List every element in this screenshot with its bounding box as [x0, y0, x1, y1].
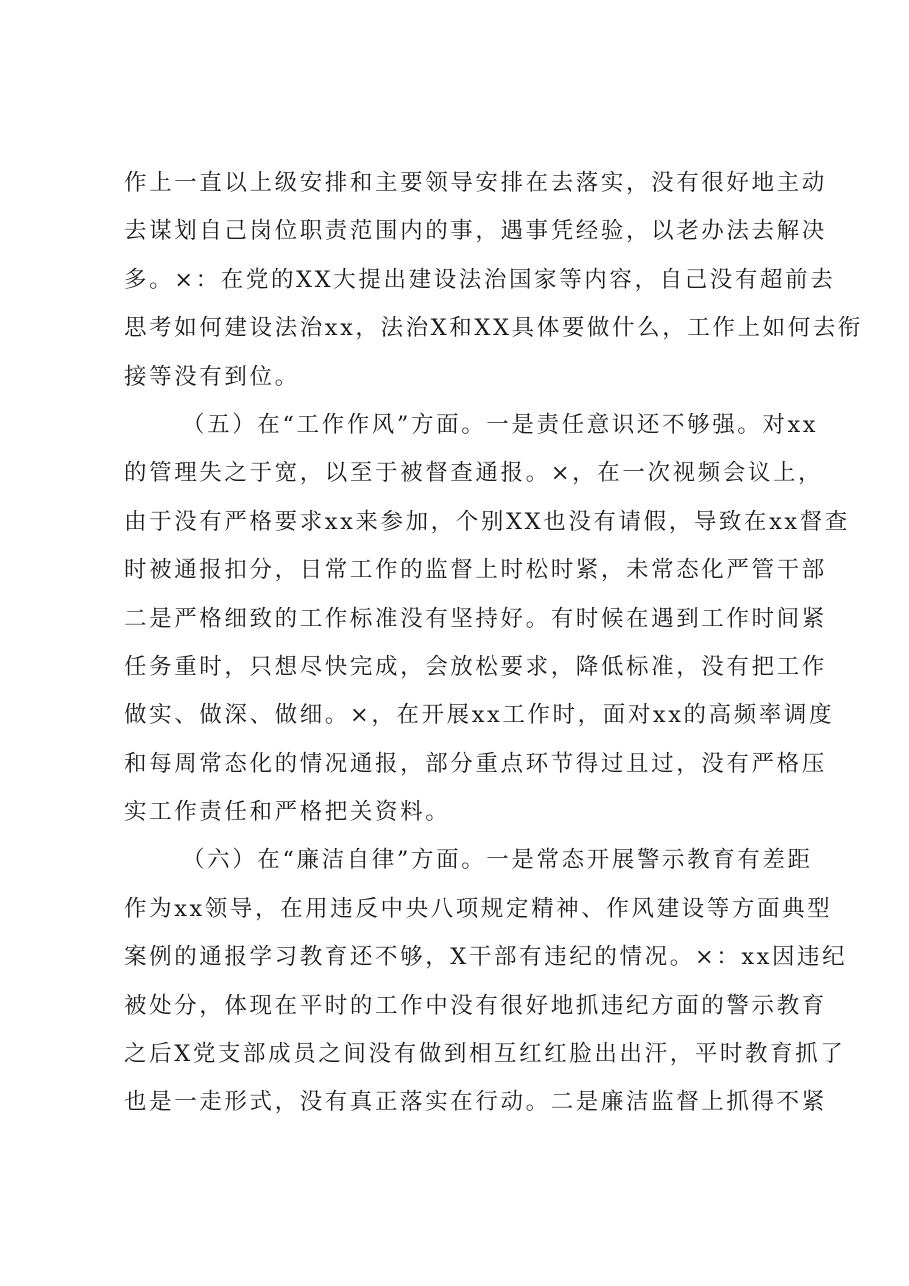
body-line: 思考如何建设法治xx，法治X和XX具体要做什么，工作上如何去衔	[124, 315, 864, 342]
body-line: 被处分，体现在平时的工作中没有很好地抓违纪方面的警示教育	[124, 992, 827, 1019]
body-line: 任务重时，只想尽快完成，会放松要求，降低标准，没有把工作	[124, 653, 827, 680]
section-five-heading-line: （五）在“工作作风”方面。一是责任意识还不够强。对xx	[182, 411, 819, 438]
body-line: 和每周常态化的情况通报，部分重点环节得过且过，没有严格压	[124, 750, 827, 777]
body-line: 二是严格细致的工作标准没有坚持好。有时候在遇到工作时间紧	[124, 605, 827, 632]
body-line: 时被通报扣分，日常工作的监督上时松时紧，未常态化严管干部	[124, 557, 827, 584]
body-line: 之后X党支部成员之间没有做到相互红红脸出出汗，平时教育抓了	[124, 1041, 846, 1068]
document-body	[124, 159, 864, 1127]
body-line: 多。×：在党的XX大提出建设法治国家等内容，自己没有超前去	[124, 266, 836, 293]
body-line: 做实、做深、做细。×，在开展xx工作时，面对xx的高频率调度	[124, 702, 835, 729]
body-line: 案例的通报学习教育还不够，X干部有违纪的情况。×：xx因违纪	[124, 944, 848, 971]
body-line: 由于没有严格要求xx来参加，个别XX也没有请假，导致在xx督查	[124, 508, 850, 535]
body-line: 的管理失之于宽，以至于被督查通报。×，在一次视频会议上，	[124, 460, 824, 487]
body-line: 作上一直以上级安排和主要领导安排在去落实，没有很好地主动	[124, 170, 827, 196]
body-line: 接等没有到位。	[124, 363, 300, 390]
body-line: 去谋划自己岗位职责范围内的事，遇事凭经验，以老办法去解决	[124, 218, 827, 245]
body-line: 也是一走形式，没有真正落实在行动。二是廉洁监督上抓得不紧	[124, 1089, 827, 1116]
body-line: 实工作责任和严格把关资料。	[124, 799, 451, 826]
section-six-heading-line: （六）在“廉洁自律”方面。一是常态开展警示教育有差距	[182, 847, 813, 874]
body-line: 作为xx领导，在用违反中央八项规定精神、作风建设等方面典型	[124, 895, 833, 922]
